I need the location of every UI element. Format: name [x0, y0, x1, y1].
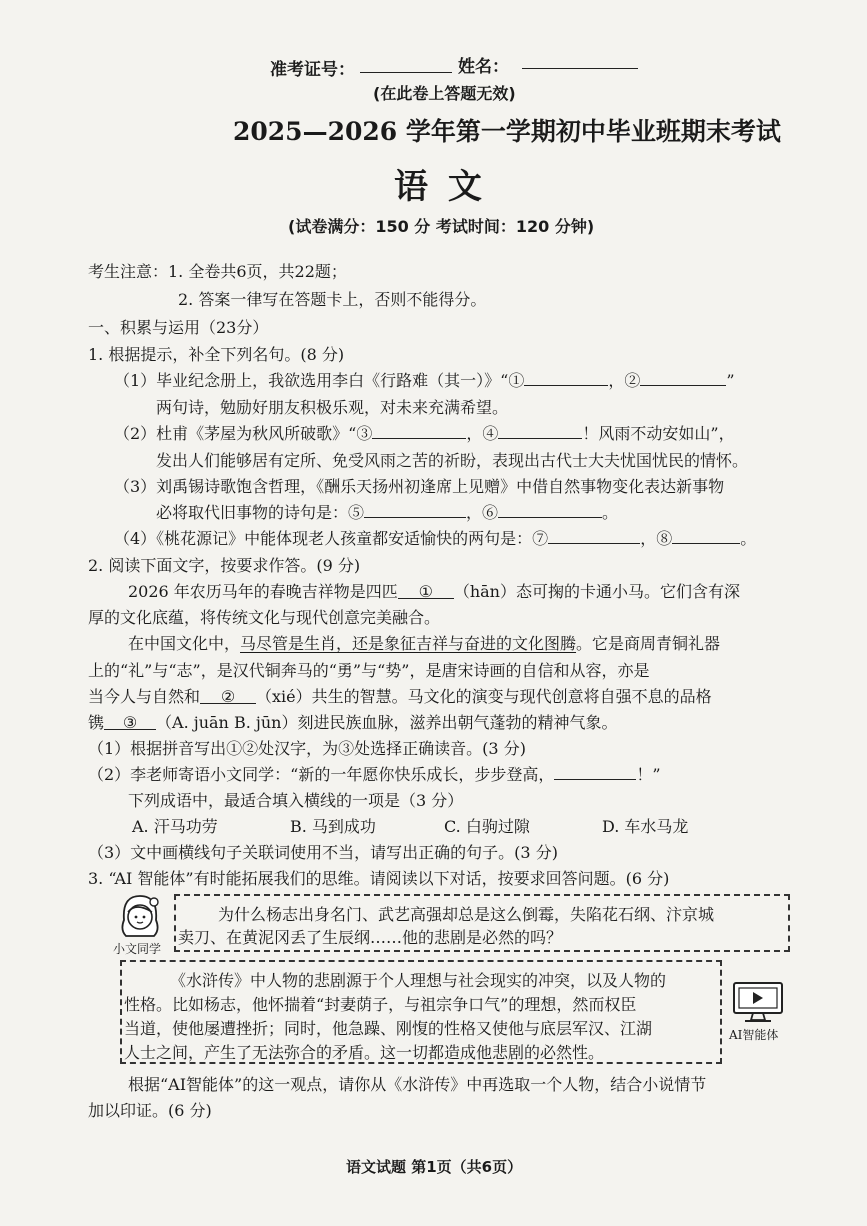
q1-i4-end: 。 — [740, 529, 757, 548]
student-label: 小文同学 — [113, 942, 162, 956]
invalid-note: (在此卷上答题无效) — [373, 84, 516, 103]
subject-title: 语 文 — [394, 167, 486, 207]
q1-item-2-cont: 发出人们能够居有定所、免受风雨之苦的祈盼，表现出古代士大夫忧国忧民的情怀。 — [156, 451, 749, 470]
q1-i3-text: 必将取代旧事物的诗句是：⑤ — [156, 503, 365, 522]
blank-3 — [372, 422, 466, 439]
q2-p1-text-2: （hān）态可掬的卡通小马。它们含有深 — [453, 582, 740, 601]
q2-sub-3: （3）文中画横线句子关联词使用不当，请写出正确的句子。(3 分) — [88, 843, 558, 862]
q1-i3-end: 。 — [602, 503, 619, 522]
student-avatar-icon — [114, 890, 166, 942]
q1-i1-sep: ，② — [608, 371, 641, 390]
notice-line-2: 2. 答案一律写在答题卡上，否则不能得分。 — [178, 290, 487, 309]
q1-i2-text: （2）杜甫《茅屋为秋风所破歌》“③ — [114, 424, 373, 443]
student-line-1: 为什么杨志出身名门、武艺高强却总是这么倒霉，失陷花石纲、汴京城 — [218, 905, 715, 924]
q2-p2-text-6: （A. juān B. jūn）刻进民族血脉，滋养出朝气蓬勃的精神气象。 — [156, 713, 618, 732]
exam-title: 2025—2026 学年第一学期初中毕业班期末考试 — [233, 117, 781, 146]
blank-7 — [548, 527, 640, 544]
q2-stem: 2. 阅读下面文字，按要求作答。(9 分) — [88, 556, 361, 575]
q2-para-2-line-4 — [88, 710, 617, 733]
blank-4 — [498, 422, 582, 439]
q1-i3-sep: ，⑥ — [466, 503, 499, 522]
q1-stem: 1. 根据提示，补全下列名句。(8 分) — [88, 345, 345, 364]
q2-p2-text: 在中国文化中， — [128, 634, 241, 653]
blank-8 — [672, 527, 740, 544]
admission-blank — [360, 72, 452, 73]
q1-i2-end: ！风雨不动安如山”， — [582, 424, 735, 443]
q2-para-1-cont: 厚的文化底蕴，将传统文化与现代创意完美融合。 — [88, 608, 441, 627]
q1-item-1-cont: 两句诗，勉励好朋友积极乐观，对未来充满希望。 — [156, 398, 509, 417]
q1-item-3-cont — [156, 500, 618, 523]
q2-option-a: A. 汗马功劳 — [132, 817, 218, 836]
name-blank — [522, 68, 638, 69]
q2-s2-text: （2）李老师寄语小文同学：“新的一年愿你快乐成长，步步登高， — [88, 765, 555, 784]
q2-para-2 — [128, 631, 720, 654]
q2-option-d: D. 车水马龙 — [602, 817, 689, 836]
ai-line-3: 当道，使他屡遭挫折；同时，他急躁、刚愎的性格又使他与底层军汉、江湖 — [124, 1019, 653, 1038]
ai-line-1: 《水浒传》中人物的悲剧源于个人理想与社会现实的冲突，以及人物的 — [170, 971, 667, 990]
q2-para-2-line-3 — [88, 684, 712, 707]
admission-label: 准考证号： — [270, 60, 355, 80]
computer-icon — [731, 980, 785, 1024]
ai-label: AI智能体 — [729, 1028, 779, 1042]
q1-i2-sep: ，④ — [466, 424, 499, 443]
q2-sub-1: （1）根据拼音写出①②处汉字，为③处选择正确读音。(3 分) — [88, 739, 526, 758]
section-1-title: 一、积累与运用（23分） — [88, 318, 269, 337]
q2-blank-2: ② — [200, 687, 256, 704]
q2-p2-text-4: （xié）共生的智慧。马文化的演变与现代创意将自强不息的品格 — [256, 687, 712, 706]
q2-option-c: C. 白驹过隙 — [444, 817, 530, 836]
q2-para-2-line-2: 上的“礼”与“志”，是汉代铜奔马的“勇”与“势”，是唐宋诗画的自信和从容，亦是 — [88, 661, 650, 680]
notice-line-1: 考生注意：1. 全卷共6页，共22题； — [88, 262, 347, 281]
q1-i4-text: （4）《桃花源记》中能体现老人孩童都安适愉快的两句是：⑦ — [114, 529, 549, 548]
name-label: 姓名： — [458, 57, 509, 77]
q1-i4-sep: ，⑧ — [640, 529, 673, 548]
q2-p2-text-3: 当今人与自然和 — [88, 687, 201, 706]
q2-blank-4 — [554, 763, 636, 780]
page-footer: 语文试题 第1页（共6页） — [346, 1158, 523, 1176]
q2-para-1 — [128, 579, 740, 602]
ai-line-2: 性格。比如杨志，他怀揣着“封妻荫子，与祖宗争口气”的理想，然而权臣 — [124, 995, 637, 1014]
q1-i1-text: （1）毕业纪念册上，我欲选用李白《行路难（其一）》“① — [114, 371, 525, 390]
student-line-2: 卖刀、在黄泥冈丢了生辰纲……他的悲剧是必然的吗？ — [178, 928, 563, 947]
blank-2 — [640, 369, 726, 386]
q2-p1-text: 2026 年农历马年的春晚吉祥物是四匹 — [128, 582, 398, 601]
q1-item-3: （3）刘禹锡诗歌饱含哲理，《酬乐天扬州初逢席上见赠》中借自然事物变化表达新事物 — [114, 477, 725, 496]
q2-p2-text-2: 。它是商周青铜礼器 — [576, 634, 721, 653]
q1-i1-end: ” — [726, 371, 735, 390]
blank-1 — [524, 369, 608, 386]
q1-item-2 — [114, 421, 735, 444]
q2-p2-text-5: 镌 — [88, 713, 105, 732]
q2-underlined-sentence: 马尽管是生肖，还是象征吉祥与奋进的文化图腾 — [240, 634, 577, 653]
q2-sub-2 — [88, 762, 661, 785]
blank-6 — [498, 501, 602, 518]
q2-option-b: B. 马到成功 — [290, 817, 376, 836]
exam-info: (试卷满分：150 分 考试时间：120 分钟) — [288, 217, 595, 236]
q2-blank-3: ③ — [104, 713, 156, 730]
q1-item-1 — [114, 368, 735, 391]
q3-stem: 3. “AI 智能体”有时能拓展我们的思维。请阅读以下对话，按要求回答问题。(6 分) — [88, 869, 670, 888]
ai-line-4: 人士之间，产生了无法弥合的矛盾。这一切都造成他悲剧的必然性。 — [124, 1043, 605, 1062]
blank-5 — [364, 501, 466, 518]
q2-sub-2-cont: 下列成语中，最适合填入横线的一项是（3 分） — [128, 791, 464, 810]
q3-task-line-1: 根据“AI智能体”的这一观点，请你从《水浒传》中再选取一个人物，结合小说情节 — [128, 1075, 707, 1094]
q3-task-line-2: 加以印证。(6 分) — [88, 1101, 212, 1120]
q2-s2-end: ！” — [636, 765, 661, 784]
q2-blank-1: ① — [398, 582, 454, 599]
q1-item-4 — [114, 526, 756, 549]
